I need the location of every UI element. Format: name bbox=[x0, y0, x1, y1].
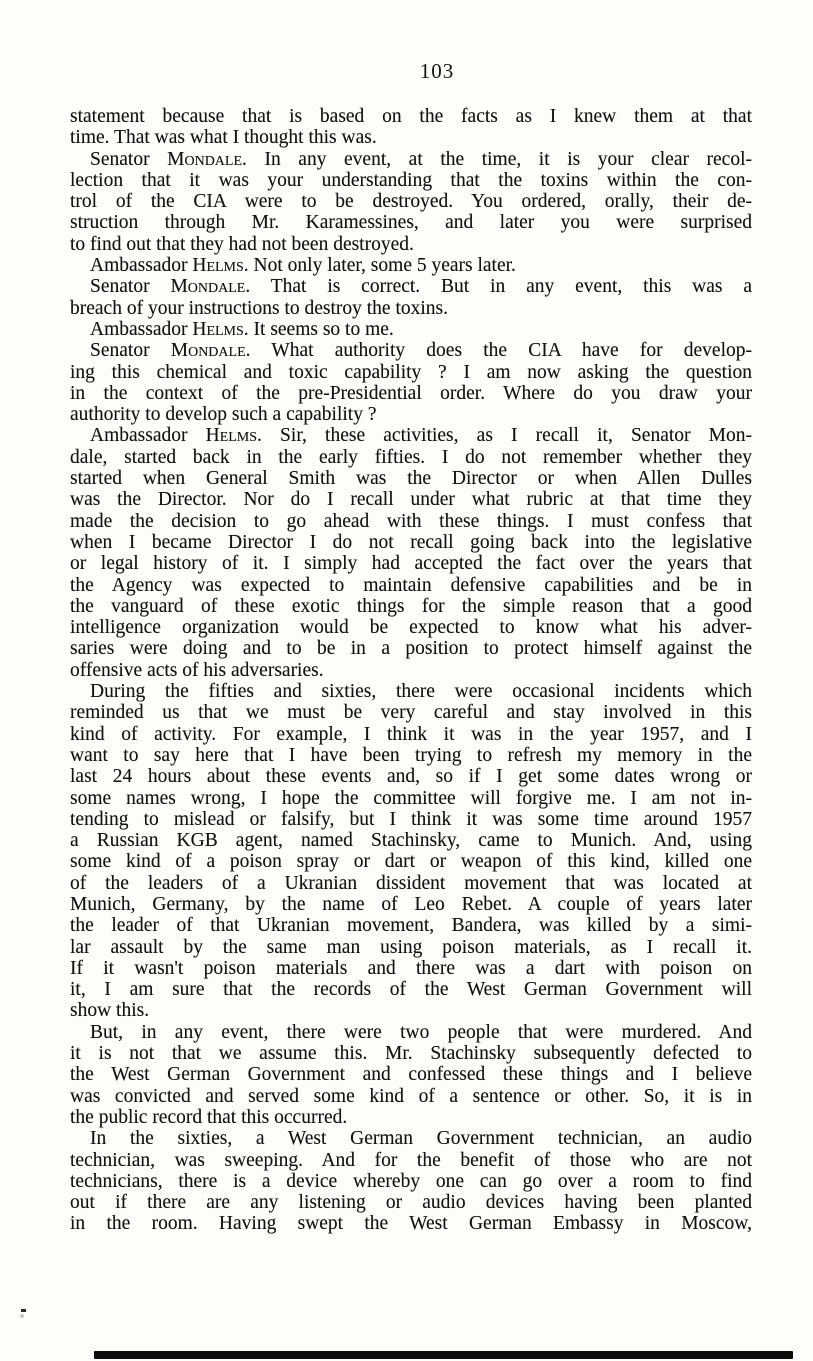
text-line: breach of your instructions to destroy the toxins. bbox=[70, 297, 449, 319]
text-line: Senator Mondale. What authority does the CIA have for develop- bbox=[90, 340, 752, 362]
text-line: out if there are any listening or audio devices having been planted bbox=[70, 1192, 752, 1214]
paragraph bbox=[70, 425, 752, 681]
text-line: of the leaders of a Ukranian dissident movement that was located at bbox=[70, 872, 752, 894]
speaker-name: Helms bbox=[192, 318, 244, 340]
text-line: Ambassador Helms. Not only later, some 5 years later. bbox=[90, 255, 516, 277]
text-line: During the fifties and sixties, there were occasional incidents which bbox=[90, 681, 752, 703]
text-line: to find out that they had not been destroyed. bbox=[70, 233, 414, 255]
text-line: lar assault by the same man using poison materials, as I recall it. bbox=[70, 936, 752, 958]
text-line: Senator Mondale. That is correct. But in any event, this was a bbox=[90, 276, 752, 298]
text-line: intelligence organization would be expected to know what his adver- bbox=[70, 617, 752, 639]
text-line: trol of the CIA were to be destroyed. You ordered, orally, their de- bbox=[70, 191, 752, 213]
text-line: Ambassador Helms. Sir, these activities, as I recall it, Senator Mon- bbox=[90, 425, 752, 447]
text-line: the public record that this occurred. bbox=[70, 1106, 348, 1128]
text-line: technician, was sweeping. And for the benefit of those who are not bbox=[70, 1149, 752, 1171]
text-line: the Agency was expected to maintain defensive capabilities and be in bbox=[70, 574, 752, 596]
ink-speck bbox=[21, 1309, 26, 1312]
text-line: the West German Government and confessed these things and I believe bbox=[70, 1064, 752, 1086]
text-line: in the room. Having swept the West German Embassy in Moscow, bbox=[70, 1213, 752, 1235]
text-line: was convicted and served some kind of a sentence or other. So, it is in bbox=[70, 1085, 752, 1107]
text-line: time. That was what I thought this was. bbox=[70, 127, 377, 149]
text-line: struction through Mr. Karamessines, and later you were surprised bbox=[70, 212, 752, 234]
paragraph bbox=[70, 1128, 752, 1234]
text-line: technicians, there is a device whereby one can go over a room to find bbox=[70, 1170, 752, 1192]
paragraph bbox=[70, 149, 752, 255]
text-line: offensive acts of his adversaries. bbox=[70, 659, 324, 681]
text-line: In the sixties, a West German Government technician, an audio bbox=[90, 1128, 752, 1150]
text-line: authority to develop such a capability ? bbox=[70, 404, 377, 426]
text-line: lection that it was your understanding that the toxins within the con- bbox=[70, 169, 752, 191]
speaker-name: Helms bbox=[205, 425, 258, 447]
text-line: or legal history of it. I simply had accepted the fact over the years that bbox=[70, 553, 752, 575]
text-line: Ambassador Helms. It seems so to me. bbox=[90, 318, 394, 340]
text-line: some names wrong, I hope the committee will forgive me. I am not in- bbox=[70, 787, 752, 809]
text-line: reminded us that we must be very careful and stay involved in this bbox=[70, 702, 752, 724]
text-line: made the decision to go ahead with these things. I must confess that bbox=[70, 510, 752, 532]
speaker-name: Mondale bbox=[170, 340, 246, 362]
speaker-name: Mondale bbox=[170, 276, 246, 298]
speaker-name: Helms bbox=[192, 255, 244, 277]
text-line: If it wasn't poison materials and there was a dart with poison on bbox=[70, 957, 752, 979]
text-line: when I became Director I do not recall going back into the legislative bbox=[70, 531, 752, 553]
text-line: a Russian KGB agent, named Stachinsky, came to Munich. And, using bbox=[70, 830, 752, 852]
text-line: the vanguard of these exotic things for the simple reason that a good bbox=[70, 595, 752, 617]
text-line: Senator Mondale. In any event, at the time, it is your clear recol- bbox=[90, 148, 752, 170]
text-line: it is not that we assume this. Mr. Stachinsky subsequently defected to bbox=[70, 1043, 752, 1065]
text-line: it, I am sure that the records of the West German Government will bbox=[70, 979, 752, 1001]
text-line: was the Director. Nor do I recall under what rubric at that time they bbox=[70, 489, 752, 511]
paragraph bbox=[70, 106, 752, 149]
page-number: 103 bbox=[419, 59, 455, 83]
scan-artifact-bar bbox=[94, 1351, 793, 1359]
text-line: But, in any event, there were two people that were murdered. And bbox=[90, 1021, 752, 1043]
paragraph bbox=[70, 319, 752, 340]
paragraph bbox=[70, 276, 752, 319]
paragraph bbox=[70, 681, 752, 1022]
text-line: last 24 hours about these events and, so if I get some dates wrong or bbox=[70, 766, 752, 788]
text-line: show this. bbox=[70, 1000, 150, 1022]
speaker-name: Mondale bbox=[167, 148, 243, 170]
text-line: ing this chemical and toxic capability ? I am now asking the question bbox=[70, 361, 752, 383]
paragraph bbox=[70, 1022, 752, 1128]
text-line: saries were doing and to be in a position to protect himself against the bbox=[70, 638, 752, 660]
paragraph bbox=[70, 255, 752, 276]
text-line: in the context of the pre-Presidential order. Where do you draw your bbox=[70, 382, 752, 404]
text-line: Munich, Germany, by the name of Leo Rebet. A couple of years later bbox=[70, 893, 752, 915]
paragraph bbox=[70, 340, 752, 425]
text-line: kind of activity. For example, I think it was in the year 1957, and I bbox=[70, 723, 752, 745]
page-body bbox=[70, 106, 752, 1235]
text-line: statement because that is based on the facts as I knew them at that bbox=[70, 106, 752, 127]
text-line: some kind of a poison spray or dart or weapon of this kind, killed one bbox=[70, 851, 752, 873]
ink-speck-faint bbox=[20, 1314, 24, 1318]
text-line: want to say here that I have been trying to refresh my memory in the bbox=[70, 744, 752, 766]
text-line: started when General Smith was the Director or when Allen Dulles bbox=[70, 468, 752, 490]
text-line: dale, started back in the early fifties. I do not remember whether they bbox=[70, 446, 752, 468]
text-line: the leader of that Ukranian movement, Bandera, was killed by a simi- bbox=[70, 915, 752, 937]
text-line: tending to mislead or falsify, but I think it was some time around 1957 bbox=[70, 808, 752, 830]
